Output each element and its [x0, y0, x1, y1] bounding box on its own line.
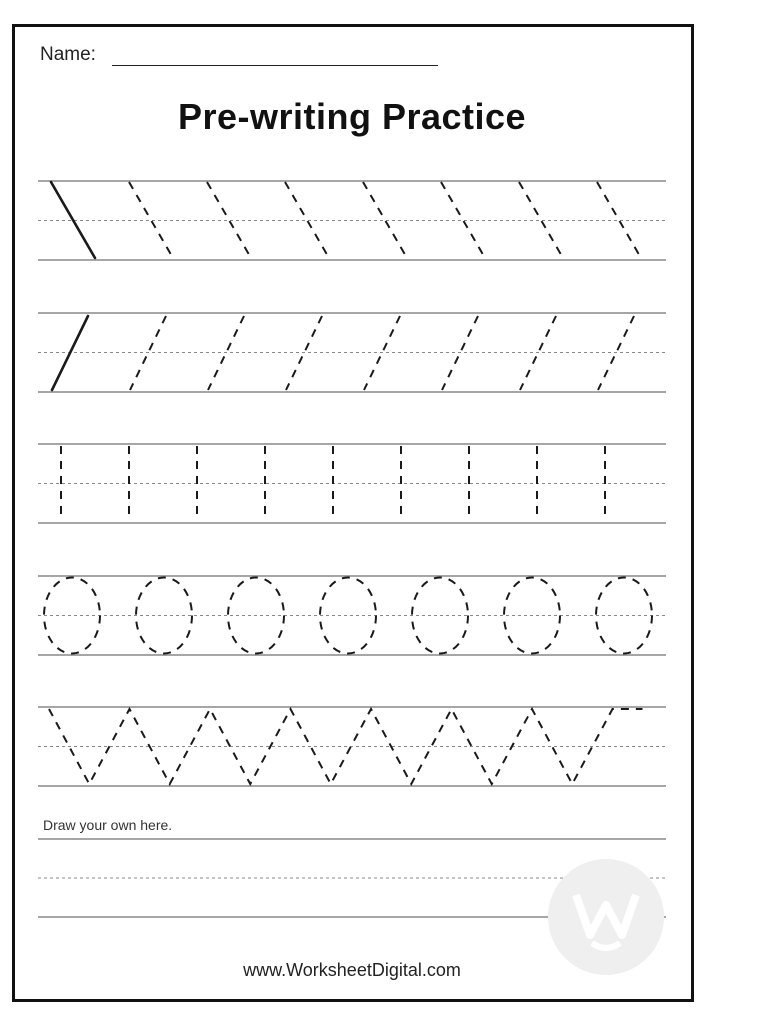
draw-own-label: Draw your own here.	[43, 817, 173, 833]
page-title: Pre-writing Practice	[177, 96, 527, 137]
worksheet-digital-logo-icon	[546, 857, 666, 977]
footer-url: www.WorksheetDigital.com	[243, 960, 461, 980]
name-label: Name:	[40, 44, 96, 65]
